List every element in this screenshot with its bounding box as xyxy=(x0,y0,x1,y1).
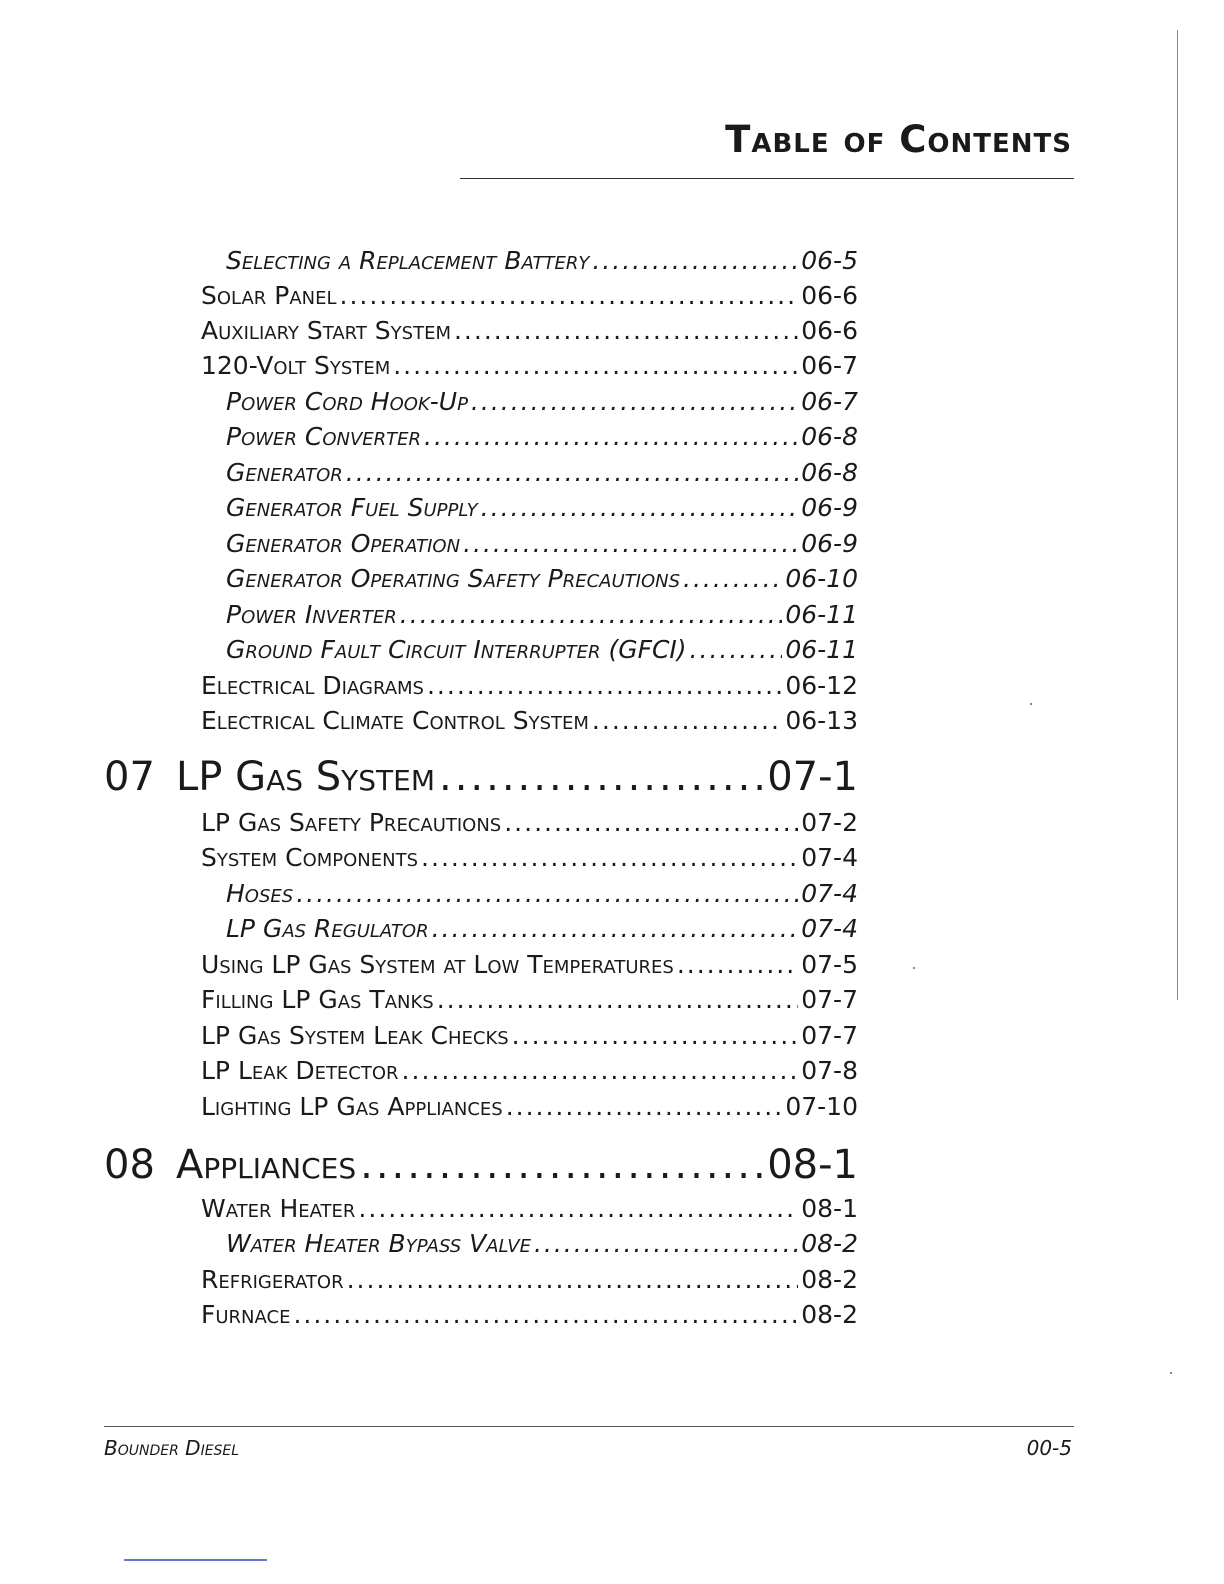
toc-entry[interactable] xyxy=(226,1226,858,1261)
toc-entry-label: System Components xyxy=(201,843,419,872)
toc-entry[interactable] xyxy=(226,490,858,525)
toc-entry[interactable] xyxy=(201,947,858,982)
section-title: LP Gas System xyxy=(176,754,435,800)
toc-entry[interactable] xyxy=(226,419,858,454)
toc-entry-page: 08-1 xyxy=(801,1194,858,1223)
toc-entry-label: Water Heater xyxy=(201,1194,356,1223)
toc-entry[interactable] xyxy=(226,632,858,667)
toc-entry[interactable] xyxy=(226,911,858,946)
section-title: Appliances xyxy=(176,1142,357,1188)
toc-entry-page: 07-5 xyxy=(801,950,858,979)
toc-entry-page: 07-2 xyxy=(801,808,858,837)
scan-speck xyxy=(913,967,915,969)
toc-entry-label: Generator xyxy=(226,458,343,487)
dot-leader xyxy=(360,1140,763,1190)
toc-entry-label: 120-Volt System xyxy=(201,351,391,380)
toc-entry[interactable] xyxy=(201,1018,858,1053)
toc-entry[interactable] xyxy=(201,313,858,348)
toc-entry-page: 07-4 xyxy=(801,879,858,908)
dot-leader xyxy=(400,597,783,632)
toc-entry-label: LP Gas Safety Precautions xyxy=(201,808,502,837)
dot-leader xyxy=(437,982,799,1017)
toc-entry-page: 08-2 xyxy=(801,1229,858,1258)
toc-entry-page: 06-9 xyxy=(801,529,858,558)
toc-entry-label: Water Heater Bypass Valve xyxy=(226,1229,531,1258)
toc-entry[interactable] xyxy=(201,840,858,875)
toc-entry[interactable] xyxy=(226,561,858,596)
toc-entry-page: 06-8 xyxy=(801,458,858,487)
toc-entry[interactable] xyxy=(226,243,858,278)
toc-entry[interactable] xyxy=(201,668,858,703)
dot-leader xyxy=(592,243,798,278)
dot-leader xyxy=(512,1018,799,1053)
dot-leader xyxy=(534,1226,798,1261)
toc-entry[interactable] xyxy=(201,1262,858,1297)
toc-entry-label: Lighting LP Gas Appliances xyxy=(201,1092,503,1121)
dot-leader xyxy=(296,876,798,911)
toc-entry-page: 07-4 xyxy=(801,843,858,872)
dot-leader xyxy=(690,632,783,667)
footer-manual-name: Bounder Diesel xyxy=(104,1436,240,1460)
toc-entry-page: 06-13 xyxy=(785,706,858,735)
toc-entry-page: 08-2 xyxy=(801,1265,858,1294)
toc-entry-label: Power Converter xyxy=(226,422,422,451)
toc-entry-page: 06-10 xyxy=(785,564,858,593)
dot-leader xyxy=(454,313,798,348)
section-number: 07 xyxy=(104,754,155,800)
toc-entry[interactable] xyxy=(201,703,858,738)
toc-entry-page: 06-5 xyxy=(801,246,858,275)
dot-leader xyxy=(506,1089,783,1124)
dot-leader xyxy=(340,278,799,313)
toc-entry-page: 06-6 xyxy=(801,316,858,345)
dot-leader xyxy=(346,455,798,490)
toc-entry-label: LP Gas Regulator xyxy=(226,914,429,943)
page-title: Table of Contents xyxy=(725,118,1072,161)
toc-entry-page: 08-2 xyxy=(801,1300,858,1329)
toc-entry[interactable] xyxy=(201,1089,858,1124)
toc-entry[interactable] xyxy=(201,278,858,313)
toc-entry-page: 06-7 xyxy=(801,387,858,416)
toc-entry-page: 06-9 xyxy=(801,493,858,522)
toc-entry-page: 07-7 xyxy=(801,985,858,1014)
toc-entry-label: Generator Operating Safety Precautions xyxy=(226,564,681,593)
scan-blue-mark xyxy=(124,1559,267,1561)
toc-entry[interactable] xyxy=(201,1191,858,1226)
scan-speck xyxy=(1170,1372,1172,1374)
toc-entry-label: LP Leak Detector xyxy=(201,1056,399,1085)
footer-rule xyxy=(104,1426,1074,1427)
toc-entry-page: 06-11 xyxy=(785,635,858,664)
toc-entry[interactable] xyxy=(226,526,858,561)
section-page: 07-1 xyxy=(767,754,858,800)
toc-entry-label: LP Gas System Leak Checks xyxy=(201,1021,509,1050)
dot-leader xyxy=(439,752,763,802)
dot-leader xyxy=(592,703,782,738)
toc-entry-label: Furnace xyxy=(201,1300,291,1329)
toc-entry-label: Auxiliary Start System xyxy=(201,316,451,345)
dot-leader xyxy=(677,947,798,982)
toc-entry-label: Electrical Climate Control System xyxy=(201,706,589,735)
dot-leader xyxy=(393,348,798,383)
toc-entry-label: Power Cord Hook-Up xyxy=(226,387,468,416)
toc-entry-label: Electrical Diagrams xyxy=(201,671,424,700)
dot-leader xyxy=(471,384,798,419)
dot-leader xyxy=(463,526,798,561)
toc-entry-label: Power Inverter xyxy=(226,600,397,629)
section-heading-appliances[interactable] xyxy=(104,1140,858,1190)
toc-entry-page: 07-10 xyxy=(785,1092,858,1121)
dot-leader xyxy=(347,1262,799,1297)
scan-speck xyxy=(1030,703,1032,705)
toc-entry[interactable] xyxy=(226,876,858,911)
section-heading-lp-gas-system[interactable] xyxy=(104,752,858,802)
toc-entry-label: Generator Operation xyxy=(226,529,461,558)
toc-entry[interactable] xyxy=(201,805,858,840)
toc-entry-label: Solar Panel xyxy=(201,281,337,310)
footer-page-number: 00-5 xyxy=(1026,1436,1072,1460)
toc-entry[interactable] xyxy=(201,1053,858,1088)
section-page: 08-1 xyxy=(767,1142,858,1188)
toc-entry-label: Filling LP Gas Tanks xyxy=(201,985,434,1014)
toc-entry-page: 07-8 xyxy=(801,1056,858,1085)
toc-entry[interactable] xyxy=(226,597,858,632)
toc-entry-page: 06-11 xyxy=(785,600,858,629)
toc-entry[interactable] xyxy=(226,384,858,419)
dot-leader xyxy=(293,1297,798,1332)
toc-entry-page: 06-12 xyxy=(785,671,858,700)
toc-entry[interactable] xyxy=(226,455,858,490)
dot-leader xyxy=(424,419,798,454)
toc-entry-page: 06-8 xyxy=(801,422,858,451)
section-number: 08 xyxy=(104,1142,155,1188)
toc-entry-page: 06-7 xyxy=(801,351,858,380)
toc-entry-label: Selecting a Replacement Battery xyxy=(226,246,590,275)
toc-entry-label: Ground Fault Circuit Interrupter (GFCI) xyxy=(226,635,687,664)
toc-entry-label: Generator Fuel Supply xyxy=(226,493,478,522)
toc-entry-page: 06-6 xyxy=(801,281,858,310)
toc-entry[interactable] xyxy=(201,1297,858,1332)
toc-entry-label: Using LP Gas System at Low Temperatures xyxy=(201,950,674,979)
toc-entry[interactable] xyxy=(201,348,858,383)
toc-entry[interactable] xyxy=(201,982,858,1017)
dot-leader xyxy=(421,840,798,875)
dot-leader xyxy=(358,1191,798,1226)
dot-leader xyxy=(504,805,798,840)
toc-entry-page: 07-4 xyxy=(801,914,858,943)
toc-entry-label: Hoses xyxy=(226,879,294,908)
dot-leader xyxy=(481,490,799,525)
toc-entry-page: 07-7 xyxy=(801,1021,858,1050)
dot-leader xyxy=(427,668,782,703)
dot-leader xyxy=(432,911,799,946)
dot-leader xyxy=(402,1053,799,1088)
dot-leader xyxy=(683,561,782,596)
toc-entry-label: Refrigerator xyxy=(201,1265,344,1294)
